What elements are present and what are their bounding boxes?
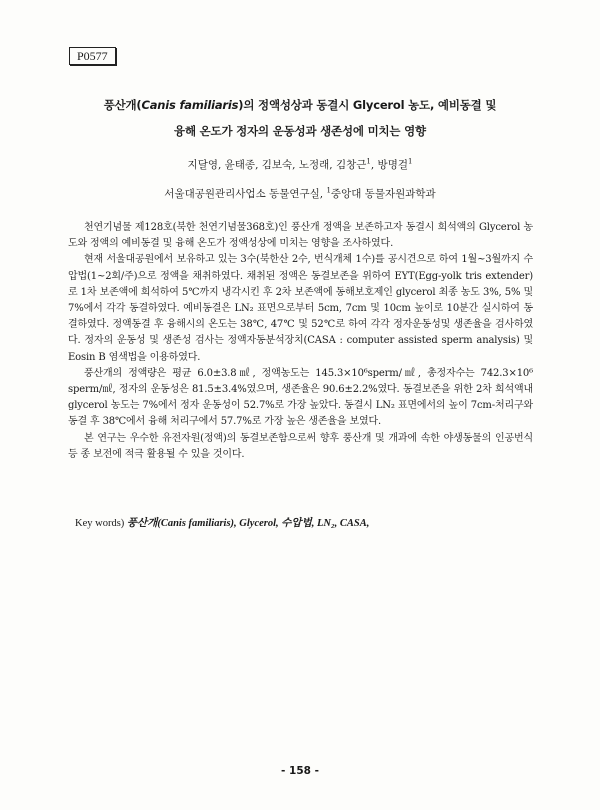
author-affiliation-mark-2: 1 xyxy=(407,157,413,166)
paragraph-results: 풍산개의 정액량은 평균 6.0±3.8㎖, 정액농도는 145.3×10⁶sperm/㎖, 총정자수는 742.3×10⁶ sperm/㎖, 정자의 운동성은 81.5±3.4%였으며, 생존율은 90.6±2.2%였다. 동결보존을 위한 2차 희석액내 glycerol 농도는 7%에서 정자 운동성이 52.7%로 가장 높았다. 동결시 LN₂ 표면에서의 높이 7cm-처리구와 동결 후 38℃에서 융해 처리구에서 57.7%로 가장 높은 생존율을 보였다. xyxy=(68,367,533,428)
paper-title-line-2: 융해 온도가 정자의 운동성과 생존성에 미치는 영향 xyxy=(174,124,426,138)
abstract-body xyxy=(68,220,533,463)
paragraph-conclusion: 본 연구는 우수한 유전자원(정액)의 동결보존함으로써 향후 풍산개 및 개과에 속한 야생동물의 인공번식 등 종 보전에 적극 활용될 수 있을 것이다. xyxy=(68,432,533,460)
keywords xyxy=(75,515,535,530)
page-number: - 158 - xyxy=(281,765,319,777)
title-latin-name: Canis familiaris xyxy=(141,98,239,112)
paper-title-line-1 xyxy=(40,97,560,113)
author-list xyxy=(40,157,560,172)
affiliation xyxy=(40,186,560,201)
author-names-last: , 방명걸 xyxy=(370,159,408,171)
title-prefix: 풍산개( xyxy=(103,98,142,112)
title-suffix: )의 정액성상과 동결시 Glycerol 농도, 예비동결 및 xyxy=(238,98,497,112)
paragraph-intro: 천연기념물 제128호(북한 천연기념물368호)인 풍산개 정액을 보존하고자 동결시 희석액의 Glycerol 농도와 정액의 예비동결 및 융해 온도가 정액성상에 미치는 영향을 조사하였다. xyxy=(68,222,533,250)
keywords-label: Key words) xyxy=(75,518,125,529)
author-names: 지달영, 윤태종, 김보숙, 노정래, 김창근 xyxy=(187,159,367,171)
abstract-code: P0577 xyxy=(69,47,116,65)
keywords-values: 풍산개(Canis familiaris), Glycerol, 수압법, LN₂, CASA, xyxy=(126,518,370,529)
affiliation-dept: 중앙대 동물자원과학과 xyxy=(330,188,436,200)
paragraph-methods: 현재 서울대공원에서 보유하고 있는 3수(북한산 2수, 번식개체 1수)를 공시견으로 하여 1월~3월까지 수압법(1~2회/주)으로 정액을 채취하였다. 채취된 정액은 동결보존을 위하여 EYT(Egg-yolk tris extender)로 1차 보존액에 희석하여 5℃까지 냉각시킨 후 2차 보존액에 동해보호제인 glycerol 최종 농도 3%, 5% 및 7%에서 각각 동결하였다. 예비동결은 LN₂ 표면으로부터 5cm, 7cm 및 10cm 높이로 10분간 실시하여 동결하였다. 정액동결 후 융해시의 온도는 38℃, 47℃ 및 52℃로 하여 각각 정자운동성및 생존율을 검사하였다. 정자의 운동성 및 생존성 검사는 정액자동분석장치(CASA : computer assisted sperm analysis) 및 Eosin B 염색법을 이용하였다. xyxy=(68,254,533,363)
affiliation-mark: 1 xyxy=(326,186,331,195)
affiliation-main: 서울대공원관리사업소 동물연구실, xyxy=(164,188,327,200)
author-affiliation-mark: 1 xyxy=(366,157,371,166)
